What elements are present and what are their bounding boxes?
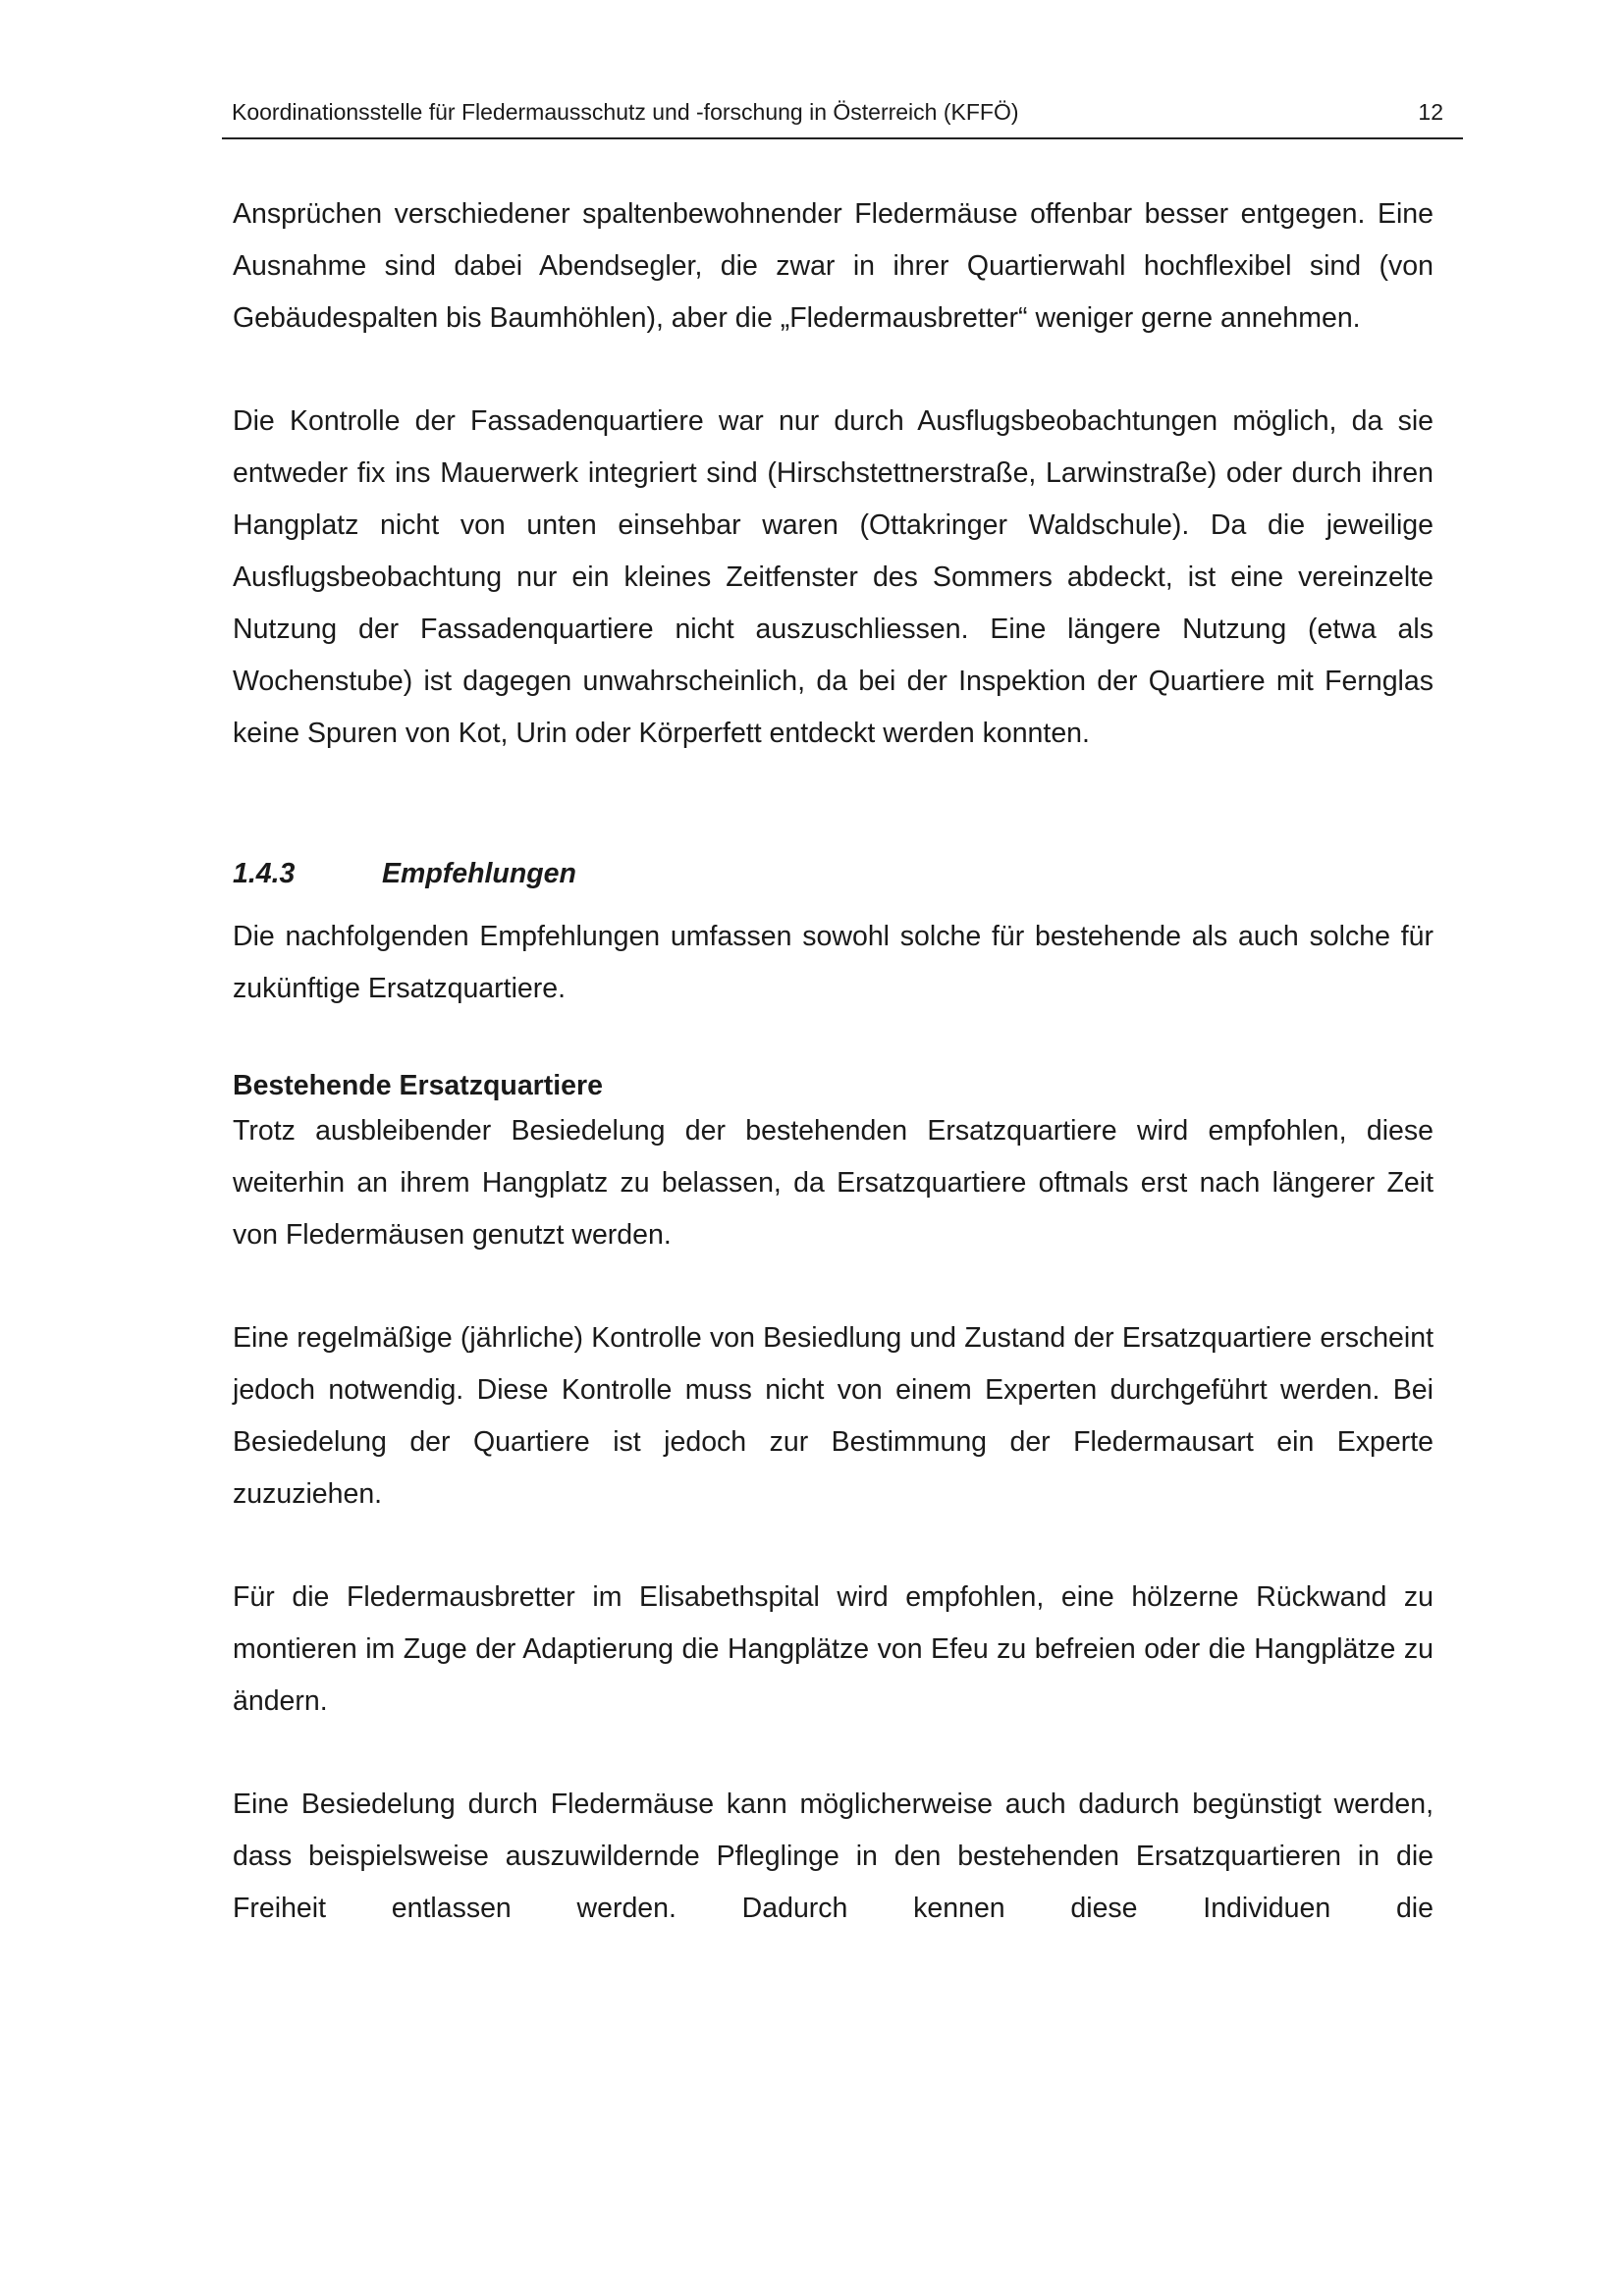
paragraph-spacer <box>233 1728 1434 1779</box>
section-heading <box>233 854 1434 893</box>
paragraph-spacer <box>233 1261 1434 1312</box>
subheading-existing-quarters: Bestehende Ersatzquartiere <box>233 1070 603 1101</box>
header-title: Koordinationsstelle für Fledermausschutz und -forschung in Österreich (KFFÖ) <box>232 99 1019 125</box>
paragraph-recommendations-intro: Die nachfolgenden Empfehlungen umfassen sowohl solche für bestehende als auch solche für zukünftige Ersatzquartiere. <box>233 921 1434 1004</box>
page-header <box>222 94 1463 139</box>
paragraph-facade-control: Die Kontrolle der Fassadenquartiere war nur durch Ausflugsbeobachtungen möglich, da sie entweder fix ins Mauerwerk integriert sind (Hirschstettnerstraße, Larwinstraße) oder durch ihren Hangplatz nicht von unten einsehbar waren (Ottakringer Waldschule). Da die jeweilige Ausflugsbeobachtung nur ein kleines Zeitfenster des Sommers abdeckt, ist eine vereinzelte Nutzung der Fassadenquartiere nicht auszuschliessen. Eine längere Nutzung (etwa als Wochenstube) ist dagegen unwahrscheinlich, da bei der Inspektion der Quartiere mit Fernglas keine Spuren von Kot, Urin oder Körperfett entdeckt werden konnten. <box>233 405 1434 749</box>
document-body <box>233 188 1434 1935</box>
section-spacer <box>233 760 1434 854</box>
paragraph-elisabethspital: Für die Fledermausbretter im Elisabethspital wird empfohlen, eine hölzerne Rückwand zu montieren im Zuge der Adaptierung die Hangplätze von Efeu zu befreien oder die Hangplätze zu ändern. <box>233 1581 1434 1717</box>
paragraph-spacer <box>233 345 1434 396</box>
paragraph-spacer <box>233 1015 1434 1066</box>
section-number: 1.4.3 <box>233 858 296 889</box>
paragraph-spacer <box>233 1521 1434 1572</box>
paragraph-annual-control: Eine regelmäßige (jährliche) Kontrolle von Besiedlung und Zustand der Ersatzquartiere erscheint jedoch notwendig. Diese Kontrolle muss nicht von einem Experten durchgeführt werden. Bei Besiedelung der Quartiere ist jedoch zur Bestimmung der Fledermausart ein Experte zuzuziehen. <box>233 1322 1434 1510</box>
paragraph-quarter-preferences: Ansprüchen verschiedener spaltenbewohnender Fledermäuse offenbar besser entgegen. Eine Ausnahme sind dabei Abendsegler, die zwar in ihrer Quartierwahl hochflexibel sind (von Gebäudespalten bis Baumhöhlen), aber die „Fledermausbretter“ weniger gerne annehmen. <box>233 198 1434 334</box>
page-number: 12 <box>1418 99 1443 125</box>
section-title: Empfehlungen <box>382 858 576 889</box>
paragraph-keep-quarters: Trotz ausbleibender Besiedelung der bestehenden Ersatzquartiere wird empfohlen, diese weiterhin an ihrem Hangplatz zu belassen, da Ersatzquartiere oftmals erst nach längerer Zeit von Fledermäusen genutzt werden. <box>233 1115 1434 1251</box>
paragraph-release-foundlings: Eine Besiedelung durch Fledermäuse kann möglicherweise auch dadurch begünstigt werden, dass beispielsweise auszuwildernde Pfleglinge in den bestehenden Ersatzquartieren in die Freiheit entlassen werden. Dadurch kennen diese Individuen die <box>233 1789 1434 1924</box>
